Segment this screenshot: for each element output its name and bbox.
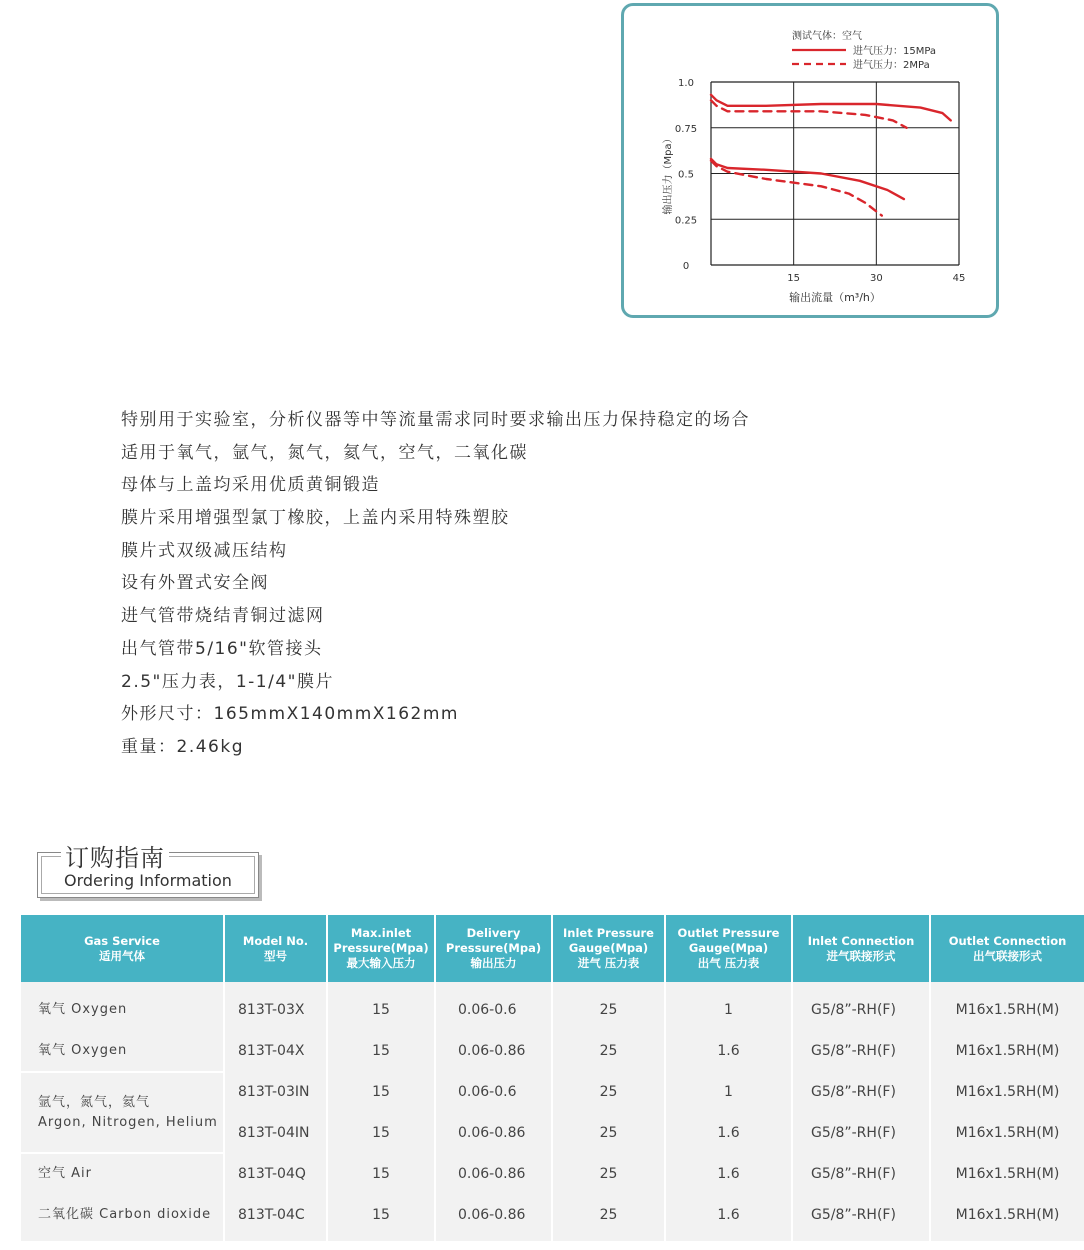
gas-cell: 氧气 Oxygen <box>21 982 224 1031</box>
header-model-no: Model No. 型号 <box>224 915 327 982</box>
max-inlet-cell: 15 <box>327 1153 435 1195</box>
model-cell: 813T-03IN <box>224 1072 327 1113</box>
inlet-connection-cell: G5/8”-RH(F) <box>792 982 930 1031</box>
feature-list <box>121 404 750 764</box>
series-15mpa-curve-2 <box>711 159 904 199</box>
outlet-connection-cell: M16x1.5RH(M) <box>930 1153 1084 1195</box>
max-inlet-cell: 15 <box>327 1072 435 1113</box>
delivery-cell: 0.06-0.86 <box>435 1031 552 1073</box>
model-cell: 813T-03X <box>224 982 327 1031</box>
feature-item: 2.5"压力表，1-1/4"膜片 <box>121 671 334 692</box>
header-inlet-connection: Inlet Connection 进气联接形式 <box>792 915 930 982</box>
max-inlet-cell: 15 <box>327 1195 435 1242</box>
outlet-connection-cell: M16x1.5RH(M) <box>930 1195 1084 1242</box>
gas-cell: 空气 Air <box>21 1153 224 1195</box>
y-tick-label: 0 <box>682 261 690 272</box>
feature-item: 外形尺寸：165mmX140mmX162mm <box>121 704 459 725</box>
header-gas-service: Gas Service 适用气体 <box>21 915 224 982</box>
gas-cell: 氧气 Oxygen <box>21 1031 224 1073</box>
ordering-table <box>21 915 1084 1241</box>
header-delivery: Delivery Pressure(Mpa) 输出压力 <box>435 915 552 982</box>
max-inlet-cell: 15 <box>327 1113 435 1154</box>
outlet-connection-cell: M16x1.5RH(M) <box>930 982 1084 1031</box>
header-outlet-gauge: Outlet Pressure Gauge(Mpa) 出气 压力表 <box>665 915 792 982</box>
delivery-cell: 0.06-0.86 <box>435 1153 552 1195</box>
gas-inert-en: Argon, Nitrogen, Helium <box>38 1114 218 1130</box>
model-cell: 813T-04Q <box>224 1153 327 1195</box>
outlet-gauge-cell: 1.6 <box>665 1113 792 1154</box>
feature-item: 出气管带5/16"软管接头 <box>121 638 323 659</box>
delivery-cell: 0.06-0.86 <box>435 1195 552 1242</box>
model-cell: 813T-04C <box>224 1195 327 1242</box>
outlet-gauge-cell: 1.6 <box>665 1031 792 1073</box>
delivery-cell: 0.06-0.6 <box>435 1072 552 1113</box>
model-cell: 813T-04IN <box>224 1113 327 1154</box>
feature-item: 母体与上盖均采用优质黄铜锻造 <box>121 475 380 496</box>
x-axis-label: 输出流量（m³/h） <box>789 291 881 304</box>
pressure-flow-chart <box>621 3 999 318</box>
inlet-gauge-cell: 25 <box>552 1153 665 1195</box>
inlet-gauge-cell: 25 <box>552 1195 665 1242</box>
delivery-cell: 0.06-0.86 <box>435 1113 552 1154</box>
table-row <box>21 1153 1084 1195</box>
y-axis-label: 输出压力（Mpa） <box>663 133 674 215</box>
outlet-connection-cell: M16x1.5RH(M) <box>930 1031 1084 1073</box>
x-tick-label: 15 <box>787 273 801 284</box>
inlet-connection-cell: G5/8”-RH(F) <box>792 1072 930 1113</box>
inlet-gauge-cell: 25 <box>552 1113 665 1154</box>
table-row <box>21 1072 1084 1113</box>
ordering-title-zh: 订购指南 <box>61 838 169 873</box>
legend-label-15mpa: 进气压力：15MPa <box>853 46 937 57</box>
inlet-connection-cell: G5/8”-RH(F) <box>792 1113 930 1154</box>
y-tick-label: 0.75 <box>674 123 698 135</box>
inlet-gauge-cell: 25 <box>552 1031 665 1073</box>
series-15mpa-curve-1 <box>711 95 951 121</box>
x-tick-label: 30 <box>869 273 883 284</box>
x-tick-label: 45 <box>952 273 966 284</box>
gas-cell: 二氧化碳 Carbon dioxide <box>21 1195 224 1242</box>
inlet-connection-cell: G5/8”-RH(F) <box>792 1031 930 1073</box>
y-axis-ticks <box>675 78 697 272</box>
ordering-title-en: Ordering Information <box>64 871 232 890</box>
max-inlet-cell: 15 <box>327 982 435 1031</box>
gas-inert-zh: 氩气，氮气，氦气 <box>38 1094 151 1110</box>
outlet-gauge-cell: 1.6 <box>665 1195 792 1242</box>
feature-item: 设有外置式安全阀 <box>121 573 269 594</box>
outlet-gauge-cell: 1.6 <box>665 1153 792 1195</box>
x-axis-ticks <box>787 273 965 284</box>
inlet-connection-cell: G5/8”-RH(F) <box>792 1153 930 1195</box>
table-header-row <box>21 915 1084 982</box>
legend-label-2mpa: 进气压力：2MPa <box>853 60 930 71</box>
outlet-connection-cell: M16x1.5RH(M) <box>930 1072 1084 1113</box>
y-tick-label: 0.5 <box>678 169 694 181</box>
header-inlet-gauge: Inlet Pressure Gauge(Mpa) 进气 压力表 <box>552 915 665 982</box>
feature-item: 膜片式双级减压结构 <box>121 540 288 561</box>
max-inlet-cell: 15 <box>327 1031 435 1073</box>
header-max-inlet: Max.inlet Pressure(Mpa) 最大输入压力 <box>327 915 435 982</box>
y-tick-label: 0.25 <box>674 215 698 227</box>
table-row <box>21 1031 1084 1073</box>
chart-svg <box>624 6 996 315</box>
outlet-gauge-cell: 1 <box>665 982 792 1031</box>
feature-item: 膜片采用增强型氯丁橡胶，上盖内采用特殊塑胶 <box>121 508 510 529</box>
y-tick-label: 1.0 <box>678 78 694 89</box>
inlet-gauge-cell: 25 <box>552 1072 665 1113</box>
inlet-connection-cell: G5/8”-RH(F) <box>792 1195 930 1242</box>
legend-title: 测试气体：空气 <box>792 31 862 42</box>
delivery-cell: 0.06-0.6 <box>435 982 552 1031</box>
header-outlet-connection: Outlet Connection 出气联接形式 <box>930 915 1084 982</box>
feature-item: 进气管带烧结青铜过滤网 <box>121 606 325 627</box>
series-lines <box>711 95 951 216</box>
inlet-gauge-cell: 25 <box>552 982 665 1031</box>
grid <box>711 82 959 265</box>
feature-item: 适用于氧气，氩气，氮气，氦气，空气，二氧化碳 <box>121 442 528 463</box>
outlet-connection-cell: M16x1.5RH(M) <box>930 1113 1084 1154</box>
model-cell: 813T-04X <box>224 1031 327 1073</box>
outlet-gauge-cell: 1 <box>665 1072 792 1113</box>
feature-item: 重量：2.46kg <box>121 736 244 757</box>
feature-item: 特别用于实验室，分析仪器等中等流量需求同时要求输出压力保持稳定的场合 <box>121 410 750 430</box>
ordering-section-title <box>37 842 261 900</box>
gas-cell <box>21 1072 224 1153</box>
table-row <box>21 1195 1084 1242</box>
table-row <box>21 982 1084 1031</box>
